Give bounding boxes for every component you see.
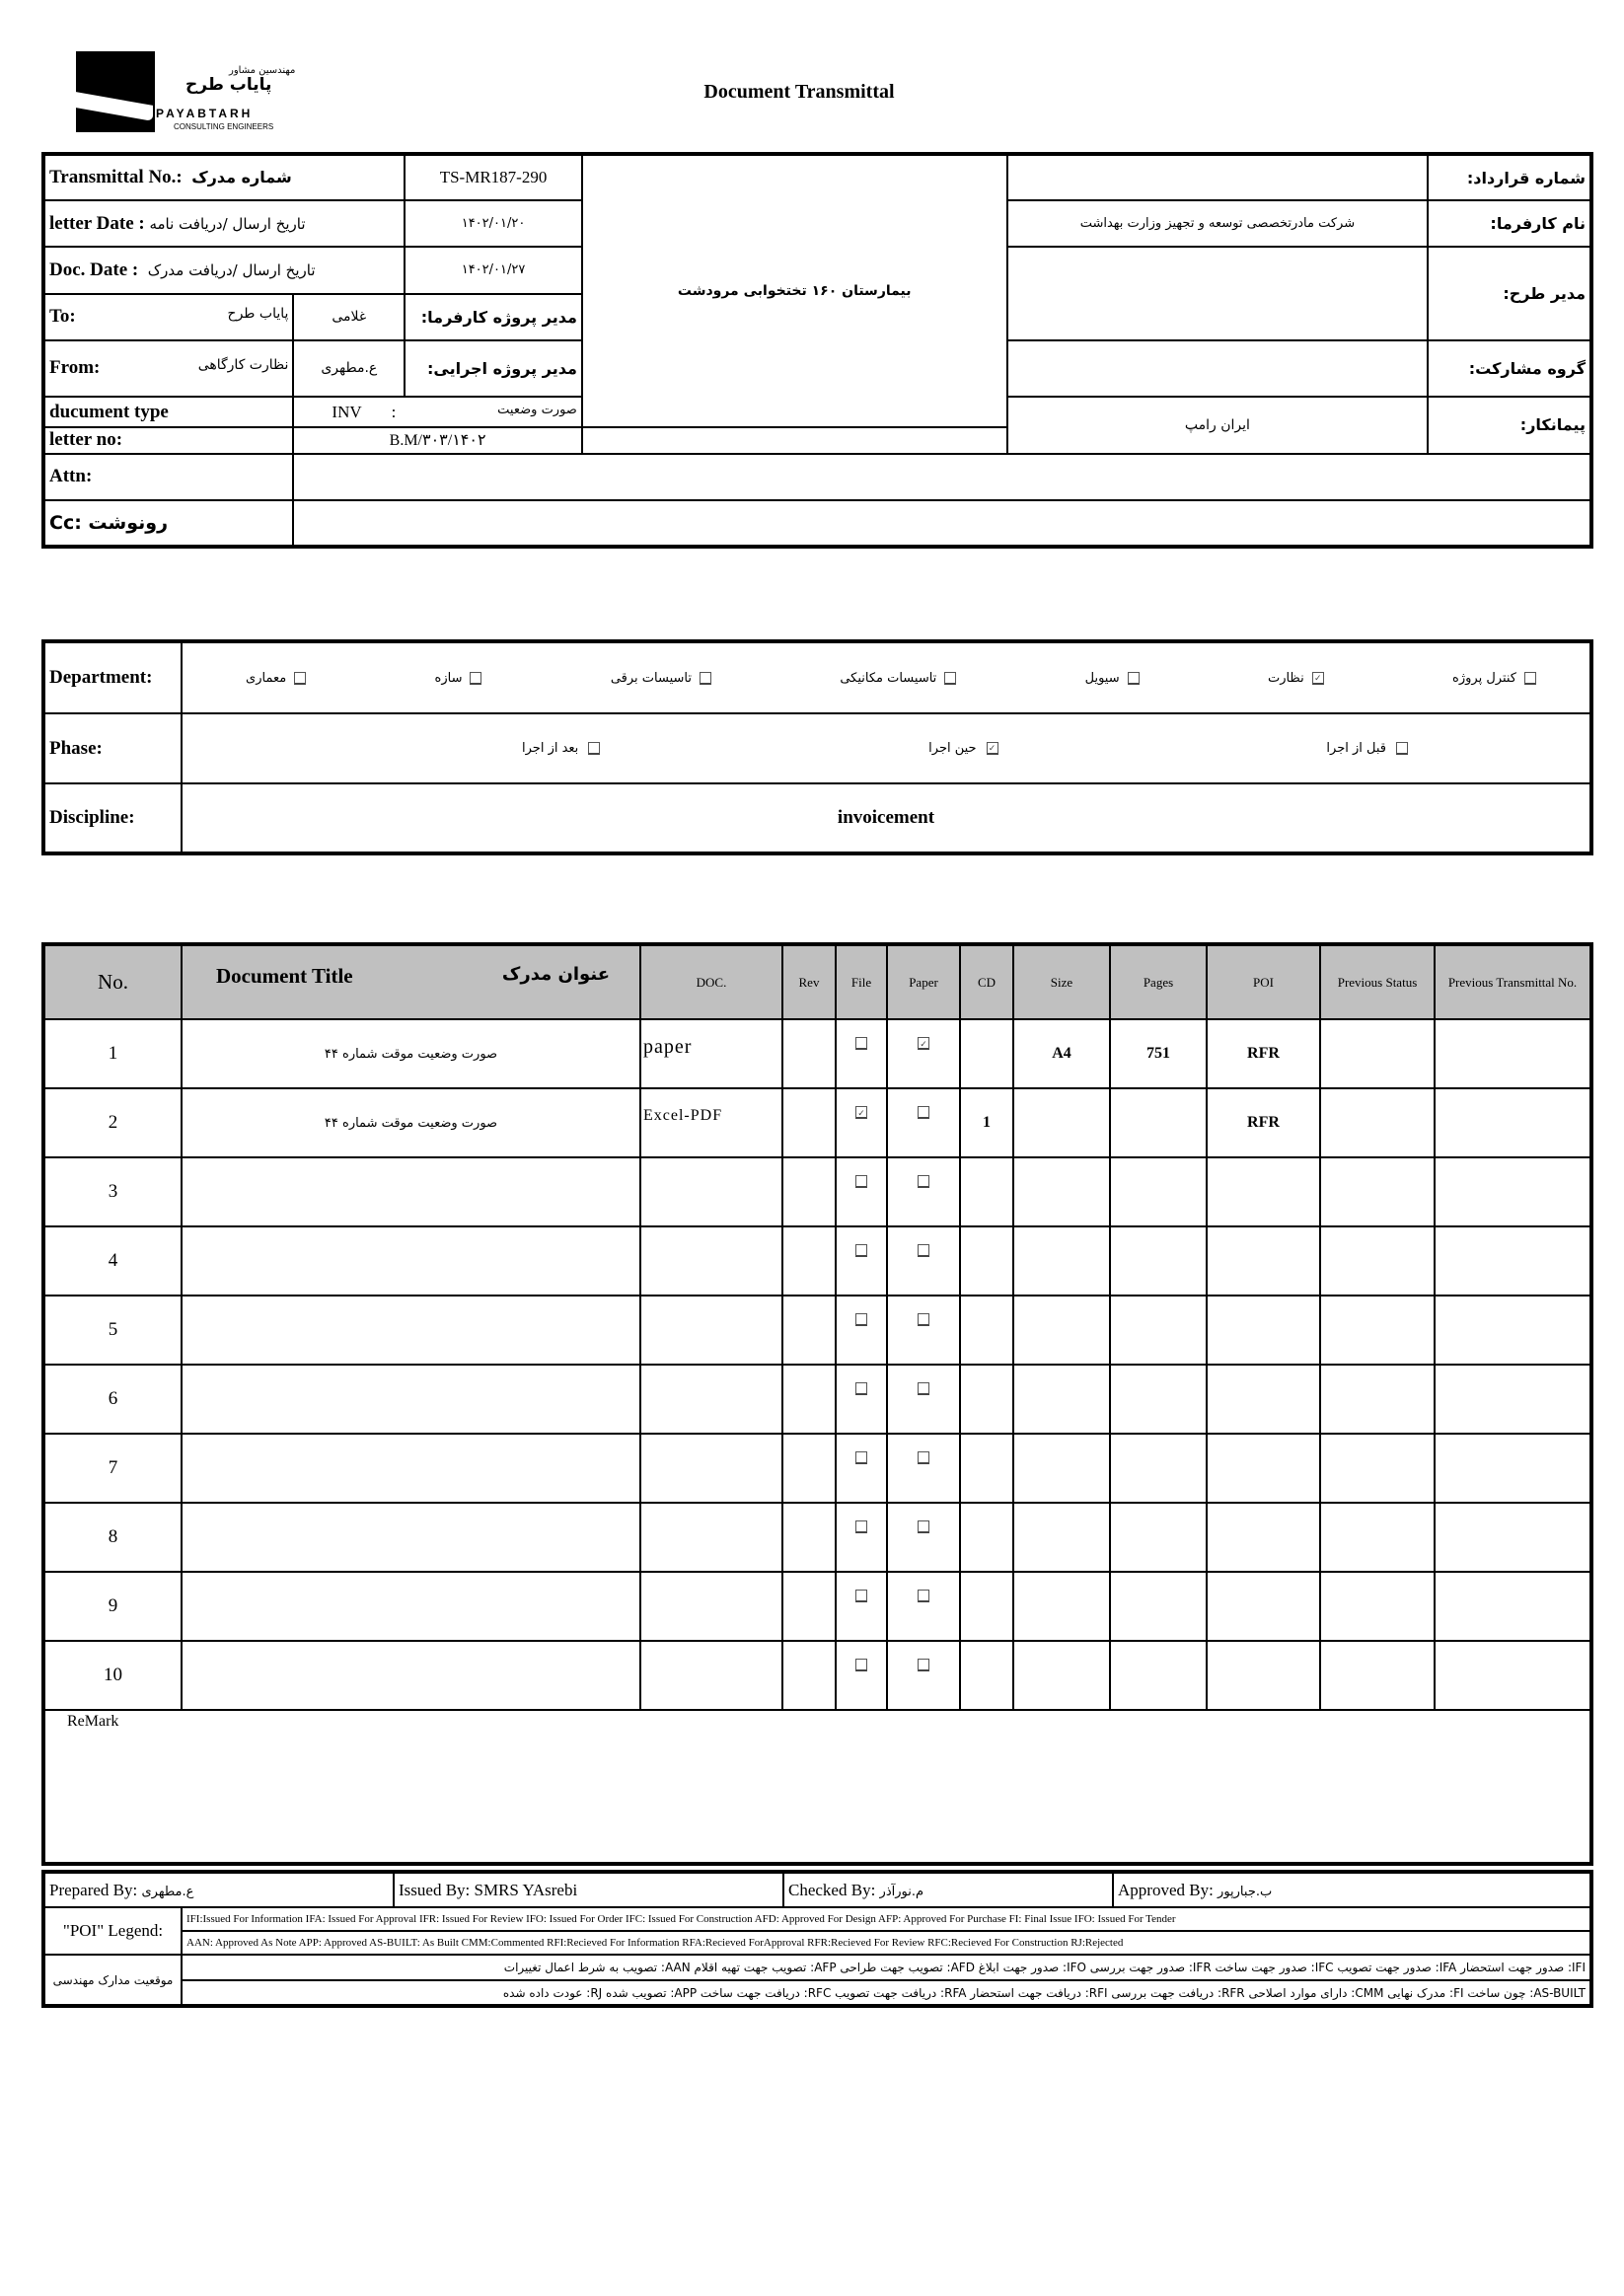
- row-title: صورت وضعیت موقت شماره ۴۴: [182, 1088, 640, 1157]
- department-checkbox[interactable]: [1524, 672, 1536, 685]
- remark-cell[interactable]: [43, 1710, 1591, 1864]
- row-file[interactable]: [836, 1088, 887, 1157]
- logo-swoosh-icon: [76, 92, 153, 121]
- checked-label: Checked By:: [788, 1880, 876, 1899]
- row-pages: [1110, 1503, 1207, 1572]
- row-file[interactable]: [836, 1019, 887, 1088]
- row-prev-status: [1320, 1641, 1435, 1710]
- row-rev: [782, 1296, 836, 1365]
- plan-manager-value: [1007, 247, 1429, 339]
- row-prev-transmittal: [1435, 1641, 1591, 1710]
- row-no: 3: [43, 1157, 182, 1226]
- row-poi: [1207, 1296, 1320, 1365]
- doc-date-label-cell: [43, 247, 405, 293]
- signature-legend-table: [41, 1870, 1593, 2008]
- row-paper-checkbox[interactable]: [918, 1451, 929, 1464]
- project-spacer: [582, 427, 1007, 454]
- discipline-value: invoicement: [182, 783, 1591, 853]
- doc-type-cell: [293, 397, 581, 427]
- department-checkbox[interactable]: [944, 672, 956, 685]
- row-size: [1013, 1296, 1110, 1365]
- letter-date-value: ۱۴۰۲/۰۱/۲۰: [405, 200, 582, 247]
- logo-en-name: PAYABTARH: [156, 107, 254, 120]
- department-option[interactable]: [435, 671, 482, 686]
- doc-type-fa: صورت وضعیت: [497, 402, 577, 417]
- poi-legend-label: "POI" Legend:: [43, 1907, 182, 1955]
- row-paper[interactable]: [887, 1503, 960, 1572]
- cc-value: [293, 500, 1591, 547]
- row-rev: [782, 1572, 836, 1641]
- row-poi: [1207, 1157, 1320, 1226]
- partnership-label: گروه مشارکت:: [1428, 340, 1591, 397]
- row-file-checkbox[interactable]: ✓: [855, 1106, 867, 1119]
- row-prev-status: [1320, 1226, 1435, 1296]
- row-paper[interactable]: [887, 1572, 960, 1641]
- row-prev-transmittal: [1435, 1296, 1591, 1365]
- table-row: [43, 1365, 1591, 1434]
- phase-option-label: قبل از اجرا: [1326, 741, 1386, 756]
- row-poi: [1207, 1226, 1320, 1296]
- row-size: [1013, 1226, 1110, 1296]
- row-cd: [960, 1226, 1013, 1296]
- department-checkbox[interactable]: [470, 672, 481, 685]
- phase-label: Phase:: [43, 713, 182, 783]
- row-pages: [1110, 1296, 1207, 1365]
- row-pages: [1110, 1365, 1207, 1434]
- row-file-checkbox[interactable]: [855, 1037, 867, 1050]
- letter-no-value: B.M/۳۰۳/۱۴۰۲: [293, 427, 581, 454]
- client-pm-label: مدیر پروژه کارفرما:: [405, 294, 582, 340]
- fa-legend-label: موقعیت مدارک مهندسی: [43, 1955, 182, 2006]
- row-poi: [1207, 1503, 1320, 1572]
- row-size: A4: [1013, 1019, 1110, 1088]
- row-file-checkbox[interactable]: [855, 1451, 867, 1464]
- row-rev: [782, 1157, 836, 1226]
- col-title: [182, 944, 640, 1019]
- row-rev: [782, 1088, 836, 1157]
- row-size: [1013, 1157, 1110, 1226]
- department-option[interactable]: [1452, 671, 1536, 686]
- row-cd: [960, 1434, 1013, 1503]
- documents-table: [41, 942, 1593, 1866]
- row-paper[interactable]: [887, 1365, 960, 1434]
- row-title: [182, 1503, 640, 1572]
- row-doc: [640, 1296, 782, 1365]
- row-cd: [960, 1365, 1013, 1434]
- row-paper[interactable]: [887, 1157, 960, 1226]
- row-pages: [1110, 1157, 1207, 1226]
- page-title: Document Transmittal: [703, 81, 895, 103]
- checked-cell: [783, 1872, 1113, 1907]
- row-pages: [1110, 1641, 1207, 1710]
- row-pages: [1110, 1226, 1207, 1296]
- row-prev-status: [1320, 1572, 1435, 1641]
- to-label: To:: [49, 306, 76, 328]
- row-prev-status: [1320, 1296, 1435, 1365]
- department-checkbox[interactable]: [700, 672, 711, 685]
- department-checkbox[interactable]: [1128, 672, 1140, 685]
- row-cd: [960, 1572, 1013, 1641]
- approved-label: Approved By:: [1118, 1880, 1214, 1899]
- company-logo: [76, 51, 155, 132]
- row-file[interactable]: [836, 1157, 887, 1226]
- row-title: [182, 1641, 640, 1710]
- row-file-checkbox[interactable]: [855, 1244, 867, 1257]
- table-row: [43, 1296, 1591, 1365]
- row-paper-checkbox[interactable]: [918, 1520, 929, 1533]
- col-paper: Paper: [887, 944, 960, 1019]
- row-size: [1013, 1503, 1110, 1572]
- row-file-checkbox[interactable]: [855, 1175, 867, 1188]
- poi-legend-line1: IFI:Issued For Information IFA: Issued For Approval IFR: Issued For Review IFO: Issued For Order IFC: Issued For Construction AFD: Approved For Design AFP: Approved For Purchase FI: Final Issue IFO: Issued For Tender: [182, 1907, 1591, 1931]
- row-poi: [1207, 1572, 1320, 1641]
- department-options: [182, 641, 1591, 713]
- header-table: [41, 152, 1593, 549]
- transmittal-no-label: Transmittal No.:: [49, 167, 183, 188]
- row-pages: [1110, 1434, 1207, 1503]
- row-prev-transmittal: [1435, 1365, 1591, 1434]
- exec-pm-label: مدیر پروژه اجرایی:: [405, 340, 582, 397]
- table-row: [43, 1157, 1591, 1226]
- row-paper[interactable]: [887, 1226, 960, 1296]
- doc-date-value: ۱۴۰۲/۰۱/۲۷: [405, 247, 582, 293]
- row-title: صورت وضعیت موقت شماره ۴۴: [182, 1019, 640, 1088]
- letter-date-label-cell: [43, 200, 405, 247]
- col-title-en: Document Title: [216, 964, 353, 988]
- row-prev-status: [1320, 1157, 1435, 1226]
- letter-date-label-fa: تاریخ ارسال /دریافت نامه: [149, 214, 306, 233]
- exec-pm-name: ع.مطهری: [293, 340, 405, 397]
- row-no: 2: [43, 1088, 182, 1157]
- col-rev: Rev: [782, 944, 836, 1019]
- department-option[interactable]: [1085, 671, 1140, 686]
- col-no: No.: [43, 944, 182, 1019]
- row-file[interactable]: [836, 1503, 887, 1572]
- doc-date-label: Doc. Date :: [49, 259, 139, 280]
- row-doc: [640, 1503, 782, 1572]
- col-size: Size: [1013, 944, 1110, 1019]
- department-label: Department:: [43, 641, 182, 713]
- poi-legend-line2: AAN: Approved As Note APP: Approved AS-BUILT: As Built CMM:Commented RFI:Recieved For Information RFA:Recieved ForApproval RFR:Recieved For Review RFC:Recieved For Construction RJ:Rejected: [182, 1931, 1591, 1955]
- row-size: [1013, 1365, 1110, 1434]
- logo-fa-subtitle: مهندسین مشاور: [229, 65, 296, 76]
- doc-date-label-fa: تاریخ ارسال /دریافت مدرک: [147, 260, 316, 279]
- row-no: 4: [43, 1226, 182, 1296]
- prepared-cell: [43, 1872, 394, 1907]
- transmittal-no-value: TS-MR187-290: [405, 154, 582, 200]
- row-file-checkbox[interactable]: [855, 1382, 867, 1395]
- partnership-value: [1007, 340, 1429, 397]
- contract-no-label: شماره قرارداد:: [1428, 154, 1591, 200]
- row-size: [1013, 1434, 1110, 1503]
- row-poi: RFR: [1207, 1088, 1320, 1157]
- department-option[interactable]: [246, 671, 306, 686]
- col-poi: POI: [1207, 944, 1320, 1019]
- col-file: File: [836, 944, 887, 1019]
- row-prev-status: [1320, 1019, 1435, 1088]
- department-option-label: تاسیسات مکانیکی: [840, 670, 937, 686]
- department-option[interactable]: [1268, 671, 1324, 686]
- prepared-label: Prepared By:: [49, 1880, 138, 1899]
- client-label: نام کارفرما:: [1428, 200, 1591, 247]
- row-prev-status: [1320, 1503, 1435, 1572]
- row-file[interactable]: [836, 1226, 887, 1296]
- department-option-label: سیویل: [1084, 670, 1120, 686]
- phase-checkbox[interactable]: [1396, 742, 1408, 755]
- department-option-label: تاسیسات برقی: [610, 670, 692, 686]
- row-rev: [782, 1503, 836, 1572]
- row-doc: Excel-PDF: [640, 1088, 782, 1157]
- col-pages: Pages: [1110, 944, 1207, 1019]
- row-poi: RFR: [1207, 1019, 1320, 1088]
- row-paper[interactable]: [887, 1088, 960, 1157]
- row-no: 6: [43, 1365, 182, 1434]
- row-doc: [640, 1365, 782, 1434]
- row-no: 7: [43, 1434, 182, 1503]
- row-cd: [960, 1157, 1013, 1226]
- row-prev-transmittal: [1435, 1157, 1591, 1226]
- letter-date-label: letter Date :: [49, 212, 145, 234]
- issued-value: SMRS YAsrebi: [474, 1880, 578, 1899]
- fa-legend-line1: IFI: صدور جهت استحضار IFA: صدور جهت تصویب IFC: صدور جهت ساخت IFR: صدور جهت بررسی IFO: صدور جهت ابلاغ AFD: تصویب جهت طراحی AFP: تصویب جهت تهیه اقلام AAN: تصویب به شرط اعمال تغییرات: [182, 1955, 1591, 1980]
- row-doc: [640, 1226, 782, 1296]
- table-row: [43, 1019, 1591, 1088]
- row-paper-checkbox[interactable]: [918, 1590, 929, 1602]
- col-doc: DOC.: [640, 944, 782, 1019]
- row-file-checkbox[interactable]: [855, 1520, 867, 1533]
- table-row: [43, 1088, 1591, 1157]
- row-poi: [1207, 1641, 1320, 1710]
- to-cell: [43, 294, 293, 340]
- department-option[interactable]: [611, 671, 711, 686]
- row-cd: [960, 1641, 1013, 1710]
- issued-cell: [394, 1872, 783, 1907]
- issued-label: Issued By:: [399, 1880, 471, 1899]
- row-rev: [782, 1019, 836, 1088]
- row-prev-status: [1320, 1365, 1435, 1434]
- remark-label: ReMark: [67, 1713, 119, 1730]
- col-cd: CD: [960, 944, 1013, 1019]
- row-paper[interactable]: [887, 1019, 960, 1088]
- row-file-checkbox[interactable]: [855, 1313, 867, 1326]
- row-prev-transmittal: [1435, 1226, 1591, 1296]
- to-value: پایاب طرح: [227, 306, 289, 323]
- row-prev-transmittal: [1435, 1088, 1591, 1157]
- row-title: [182, 1365, 640, 1434]
- row-prev-transmittal: [1435, 1019, 1591, 1088]
- client-value: شرکت مادرتخصصی توسعه و تجهیز وزارت بهداشت: [1007, 200, 1429, 247]
- row-no: 1: [43, 1019, 182, 1088]
- row-no: 8: [43, 1503, 182, 1572]
- row-no: 10: [43, 1641, 182, 1710]
- from-cell: [43, 340, 293, 397]
- table-row: [43, 1641, 1591, 1710]
- col-prev-status: Previous Status: [1320, 944, 1435, 1019]
- project-name: بیمارستان ۱۶۰ تختخوابی مرودشت: [582, 154, 1007, 427]
- transmittal-no-label-fa: شماره مدرک: [191, 168, 292, 187]
- row-cd: [960, 1296, 1013, 1365]
- row-title: [182, 1434, 640, 1503]
- department-option-label: نظارت: [1267, 670, 1304, 686]
- department-option-label: کنترل پروژه: [1452, 670, 1516, 686]
- row-file-checkbox[interactable]: [855, 1590, 867, 1602]
- attn-label: Attn:: [43, 454, 293, 500]
- row-doc: [640, 1157, 782, 1226]
- row-paper-checkbox[interactable]: [918, 1244, 929, 1257]
- row-file[interactable]: [836, 1434, 887, 1503]
- attn-value: [293, 454, 1591, 500]
- row-no: 9: [43, 1572, 182, 1641]
- phase-checkbox[interactable]: ✓: [987, 742, 998, 755]
- row-doc: [640, 1641, 782, 1710]
- table-row: [43, 1572, 1591, 1641]
- approved-cell: [1113, 1872, 1591, 1907]
- client-pm-name: غلامی: [293, 294, 405, 340]
- logo-fa-name: پایاب طرح: [185, 75, 272, 95]
- row-doc: [640, 1572, 782, 1641]
- phase-option[interactable]: [522, 741, 600, 756]
- row-file[interactable]: [836, 1296, 887, 1365]
- row-title: [182, 1157, 640, 1226]
- col-prev-transmittal: Previous Transmittal No.: [1435, 944, 1591, 1019]
- row-title: [182, 1572, 640, 1641]
- contract-no-value: [1007, 154, 1429, 200]
- row-file[interactable]: [836, 1365, 887, 1434]
- row-prev-transmittal: [1435, 1434, 1591, 1503]
- row-pages: [1110, 1572, 1207, 1641]
- doc-type-sep: :: [391, 402, 397, 421]
- phase-option[interactable]: [928, 741, 997, 756]
- row-size: [1013, 1088, 1110, 1157]
- row-pages: [1110, 1088, 1207, 1157]
- prepared-value: ع.مطهری: [141, 1884, 194, 1899]
- department-checkbox[interactable]: [294, 672, 306, 685]
- row-size: [1013, 1641, 1110, 1710]
- row-prev-transmittal: [1435, 1503, 1591, 1572]
- from-label: From:: [49, 357, 101, 379]
- approved-value: ب.جبارپور: [1218, 1884, 1273, 1899]
- department-option[interactable]: [840, 671, 956, 686]
- cc-label: Cc: رونوشت: [43, 500, 293, 547]
- row-doc: [640, 1434, 782, 1503]
- row-cd: 1: [960, 1088, 1013, 1157]
- row-paper-checkbox[interactable]: [918, 1106, 929, 1119]
- doc-type-code: INV: [332, 402, 362, 421]
- doc-type-label: ducument type: [43, 397, 293, 427]
- row-paper[interactable]: [887, 1296, 960, 1365]
- row-file[interactable]: [836, 1641, 887, 1710]
- row-rev: [782, 1434, 836, 1503]
- table-row: [43, 1434, 1591, 1503]
- contractor-label: پیمانکار:: [1428, 397, 1591, 453]
- transmittal-no-label-cell: [43, 154, 405, 200]
- row-paper-checkbox[interactable]: ✓: [918, 1037, 929, 1050]
- row-prev-transmittal: [1435, 1572, 1591, 1641]
- row-title: [182, 1296, 640, 1365]
- row-rev: [782, 1226, 836, 1296]
- row-file[interactable]: [836, 1572, 887, 1641]
- row-prev-status: [1320, 1434, 1435, 1503]
- checked-value: م.نورآذر: [879, 1884, 924, 1899]
- contractor-value: ایران رامپ: [1007, 397, 1429, 453]
- row-rev: [782, 1365, 836, 1434]
- discipline-label: Discipline:: [43, 783, 182, 853]
- letter-no-label: letter no:: [43, 427, 293, 454]
- row-doc: paper: [640, 1019, 782, 1088]
- row-cd: [960, 1019, 1013, 1088]
- row-poi: [1207, 1434, 1320, 1503]
- row-prev-status: [1320, 1088, 1435, 1157]
- department-option-label: سازه: [434, 670, 463, 686]
- row-rev: [782, 1641, 836, 1710]
- row-pages: 751: [1110, 1019, 1207, 1088]
- department-checkbox[interactable]: ✓: [1312, 672, 1324, 685]
- row-no: 5: [43, 1296, 182, 1365]
- phase-option-label: بعد از اجرا: [522, 741, 579, 756]
- phase-option-label: حین اجرا: [928, 741, 977, 756]
- row-title: [182, 1226, 640, 1296]
- department-option-label: معماری: [246, 670, 287, 686]
- plan-manager-label: مدیر طرح:: [1428, 247, 1591, 339]
- classification-table: [41, 639, 1593, 855]
- logo-tagline: CONSULTING ENGINEERS: [174, 122, 274, 131]
- row-paper-checkbox[interactable]: [918, 1659, 929, 1671]
- row-size: [1013, 1572, 1110, 1641]
- row-paper-checkbox[interactable]: [918, 1175, 929, 1188]
- row-poi: [1207, 1365, 1320, 1434]
- fa-legend-line2: AS-BUILT: چون ساخت FI: مدرک نهایی CMM: دارای موارد اصلاحی RFR: دریافت جهت بررسی RFI: دریافت جهت استحضار RFA: دریافت جهت تصویب RFC: دریافت جهت ساخت APP: تصویب شده RJ: عودت داده شده: [182, 1980, 1591, 2006]
- table-row: [43, 1226, 1591, 1296]
- row-paper-checkbox[interactable]: [918, 1313, 929, 1326]
- phase-checkbox[interactable]: [588, 742, 600, 755]
- row-paper-checkbox[interactable]: [918, 1382, 929, 1395]
- row-paper[interactable]: [887, 1434, 960, 1503]
- phase-options: [182, 713, 1591, 783]
- from-value: نظارت کارگاهی: [197, 357, 289, 374]
- row-cd: [960, 1503, 1013, 1572]
- phase-option[interactable]: [1326, 741, 1408, 756]
- row-file-checkbox[interactable]: [855, 1659, 867, 1671]
- col-title-fa: عنوان مدرک: [501, 964, 610, 985]
- row-paper[interactable]: [887, 1641, 960, 1710]
- table-row: [43, 1503, 1591, 1572]
